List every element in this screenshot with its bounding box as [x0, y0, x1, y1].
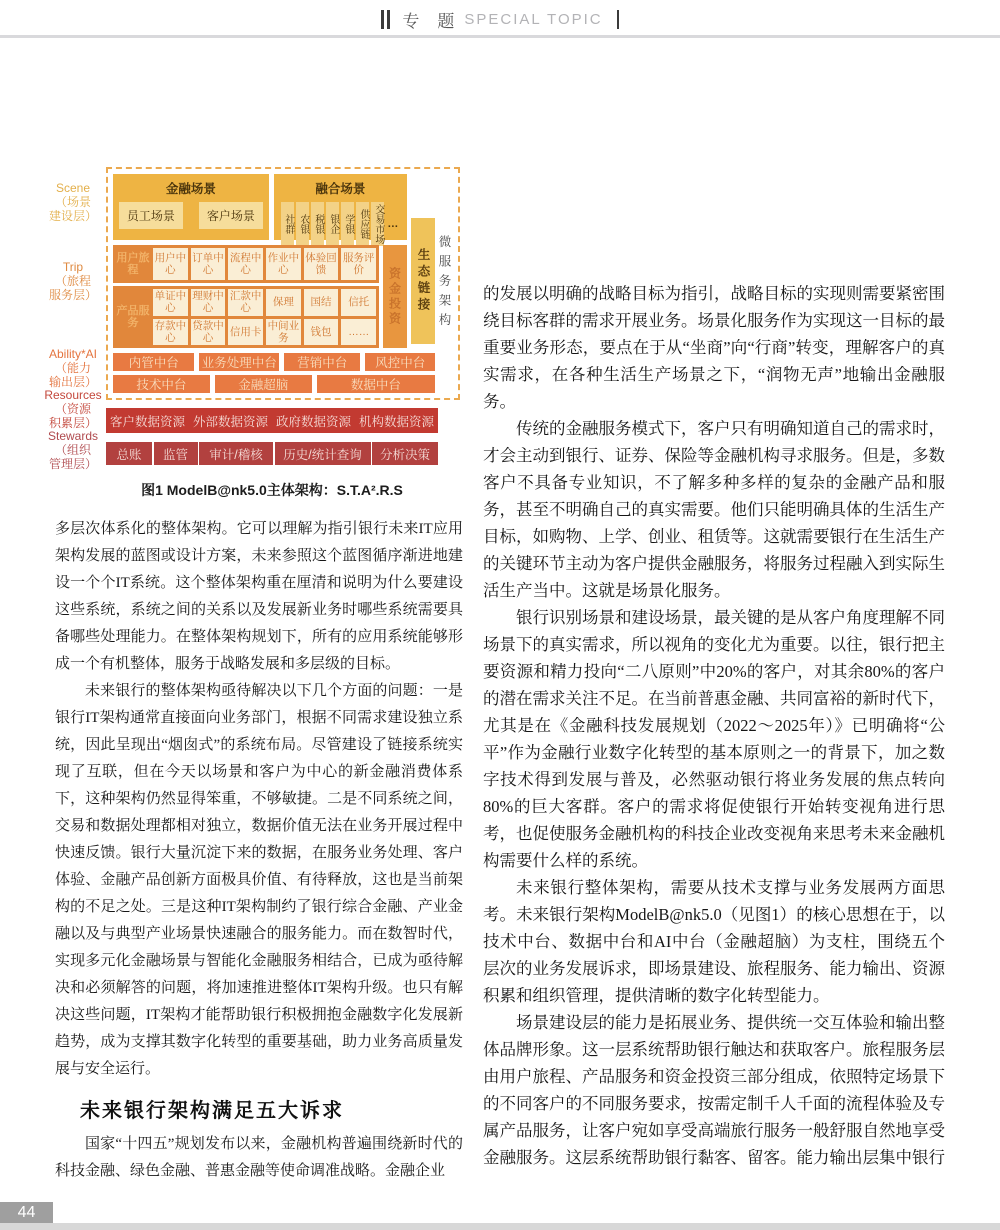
product-item: 国结 [304, 289, 339, 316]
ability-layer-label: Ability*AI （能力 输出层） [48, 347, 98, 389]
trip-layer-label: Trip （旅程 服务层） [48, 260, 97, 302]
single-bar-icon [617, 10, 619, 29]
product-service-label: 产品服务 [116, 305, 150, 329]
journey-item: 服务评价 [341, 248, 376, 280]
fusion-item: 学银 [341, 202, 354, 246]
journey-item: 流程中心 [228, 248, 263, 280]
user-journey-label: 用户旅程 [116, 252, 150, 276]
figure-layer-labels [40, 167, 106, 500]
paragraph: 未来银行整体架构，需要从技术支撑与业务发展两方面思考。未来银行架构ModelB@nk5.0（见图1）的核心思想在于，以技术中台、数据中台和AI中台（金融超脑）为支柱，围绕五个层次的业务发展诉求，即场景建设、旅程服务、能力输出、资源积累和组织管理，提供清晰的数字化转型能力。 [483, 878, 945, 1005]
scene-layer-label: Scene （场景 建设层） [48, 181, 97, 223]
steward-item: 审计/稽核 [199, 442, 273, 465]
fusion-item: 农银 [296, 202, 309, 246]
ability-layer [113, 353, 435, 393]
scene-layer [113, 174, 407, 244]
right-text-column [483, 280, 945, 1171]
journey-item: 订单中心 [191, 248, 226, 280]
scene-item: 客户场景 [199, 202, 263, 229]
user-journey-row [113, 245, 379, 283]
financial-scene-box [113, 174, 269, 240]
resource-item: 客户数据资源 [109, 414, 185, 429]
product-item: 理财中心 [192, 290, 224, 315]
steward-item: 历史/统计查询 [275, 442, 371, 465]
architecture-figure [40, 167, 460, 500]
journey-item: 体验回馈 [304, 248, 339, 280]
page-header [0, 6, 1000, 32]
fusion-item: 交易市场 [372, 204, 384, 244]
product-item: 单证中心 [154, 290, 187, 315]
steward-item: 总账 [106, 442, 152, 465]
paragraph: 国家“十四五”规划发布以来，金融机构普遍围绕新时代的科技金融、绿色金融、普惠金融等使命调准战略。金融企业 [55, 1136, 463, 1179]
paragraph: 银行识别场景和建设场景，最关键的是从客户角度理解不同场景下的真实需求，所以视角的变化尤为重要。以往，银行把主要资源和精力投向“二八原则”中20%的客户，对其余80%的客户的潜在需求关注不足。在当前普惠金融、共同富裕的新时代下，尤其是在《金融科技发展规划（2022～2025年）》已明确将“公平”作为金融行业数字化转型的基本原则之一的背景下，加之数字技术得到发展与普及，必然驱动银行将业务发展的焦点转向80%的巨大客群。客户的需求将促使银行开始转变视角进行思考，也促使服务金融机构的科技企业改变视角来思考未来金融机构需要什么样的系统。 [483, 608, 945, 870]
ability-item: 业务处理中台 [199, 353, 278, 371]
journey-item: 用户中心 [153, 248, 188, 280]
double-bar-icon [381, 10, 390, 29]
resources-layer-label: Resources （资源 积累层） [44, 388, 102, 430]
eco-link-box: 生态链接 [411, 218, 435, 344]
fusion-item: 供应链 [356, 202, 369, 246]
paragraph: 未来银行的整体架构亟待解决以下几个方面的问题：一是银行IT架构通常直接面向业务部门，根据不同需求建设独立系统，因此呈现出“烟囱式”的系统布局。尽管建设了链接系统实现了互联，但在今天以场景和客户为中心的新金融消费体系下，这种架构仍然显得笨重，不够敏捷。二是不同系统之间，交易和数据处理都相对独立，数据价值无法在业务开展过程中快速反馈。银行大量沉淀下来的数据，在服务业务处理、客户体验、金融产品创新方面极具价值、有待释放，这也是当前架构的不足之处。三是这种IT架构制约了银行综合金融、产业金融以及与典型产业场景快速融合的服务能力。而在数智时代，实现多元化金融场景与智能化金融服务相结合，已成为亟待解决和必须解答的问题，将加速推进整体IT架构升级。也只有解决这些问题，IT架构才能帮助银行积极拥抱金融数字化发展新趋势，成为支撑其数字化转型的重要基础，助力业务高质量发展与安全运行。 [55, 683, 463, 1077]
dashed-architecture-box [106, 167, 460, 400]
product-item: 信用卡 [228, 319, 263, 346]
ability-item: 金融超脑 [215, 375, 312, 393]
product-item: 存款中心 [154, 319, 187, 344]
product-item: 中间业务 [267, 319, 300, 344]
ability-item: 风控中台 [365, 353, 435, 371]
resource-item: 政府数据资源 [275, 414, 351, 429]
paragraph: 传统的金融服务模式下，客户只有明确知道自己的需求时，才会主动到银行、证券、保险等金融机构寻求服务。但是，多数客户不具备专业知识，不了解多种多样的复杂的金融产品和服务，甚至不明确自己的真实需要。他们只能明确具体的生活生产目标，如购物、上学、创业、租赁等。这就需要银行在生活生产的关键环节主动为客户提供金融服务，将服务过程融入到实际生活生产当中。这就是场景化服务。 [483, 419, 945, 600]
fusion-item: 银企 [326, 202, 339, 246]
fusion-scene-box [274, 174, 407, 244]
fusion-scene-title: 融合场景 [315, 182, 366, 196]
ellipsis: … [387, 218, 399, 230]
fusion-item: 社群 [281, 202, 294, 246]
paragraph: 的发展以明确的战略目标为指引，战略目标的实现则需要紧密围绕目标客群的需求开展业务。场景化服务作为实现这一目标的最重要业务形态，要点在于从“坐商”向“行商”转变，理解客户的真实需求，在各种生活生产场景之下，“润物无声”地输出金融服务。 [483, 284, 945, 411]
financial-scene-title: 金融场景 [165, 182, 216, 196]
header-divider [0, 35, 1000, 38]
section-title-cn: 专题 [402, 11, 473, 31]
steward-item: 监管 [154, 442, 198, 465]
ability-item: 内管中台 [113, 353, 194, 371]
section-title-en: SPECIAL TOPIC [464, 10, 603, 28]
figure-caption: 图1 ModelB@nk5.0主体架构：S.T.A².R.S [141, 482, 403, 498]
product-item: 汇款中心 [229, 290, 262, 315]
ability-item: 数据中台 [317, 375, 435, 393]
page-number: 44 [0, 1202, 53, 1223]
product-item: 信托 [341, 289, 376, 316]
trip-layer [113, 245, 407, 348]
resource-item: 外部数据资源 [192, 414, 268, 429]
stewards-layer-label: Stewards （组织 管理层） [47, 429, 99, 471]
section-heading: 未来银行架构满足五大诉求 [80, 1100, 344, 1122]
product-item: 贷款中心 [192, 319, 224, 344]
steward-item: 分析决策 [372, 442, 438, 465]
ability-item: 营销中台 [284, 353, 361, 371]
paragraph: 多层次体系化的整体架构。它可以理解为指引银行未来IT应用架构发展的蓝图或设计方案，未来参照这个蓝图循序渐进地建设一个个IT系统。这个整体架构重在厘清和说明为什么要建设这些系统，系统之间的关系以及发展新业务时哪些系统需要具备哪些处理能力。在整体架构规划下，所有的应用系统能够形成一个有机整体，服务于战略发展和多层级的目标。 [55, 521, 463, 672]
scene-item: 员工场景 [119, 202, 183, 229]
paragraph: 场景建设层的能力是拓展业务、提供统一交互体验和输出整体品牌形象。这一层系统帮助银行触达和获取客户。旅程服务层由用户旅程、产品服务和资金投资三部分组成，依照特定场景下的不同客户的不同服务要求，按需定制千人千面的流程体验及专属产品服务，让客户宛如享受高端旅行服务一般舒服自然地享受金融服务。这层系统帮助银行黏客、留客。能力输出层集中银行 [483, 1013, 945, 1167]
microservice-architecture-label: 微服务架构 [437, 234, 451, 333]
product-item: 保理 [266, 289, 301, 316]
journey-item: 作业中心 [266, 248, 301, 280]
fusion-item: 税银 [311, 202, 324, 246]
resources-layer-bar [106, 408, 438, 433]
stewards-layer-row [106, 442, 438, 465]
capital-investment-box: 资金投资 [383, 245, 407, 348]
product-service-rows [113, 286, 379, 348]
product-item: 钱包 [304, 319, 339, 346]
left-text-column [55, 516, 463, 1185]
ability-item: 技术中台 [113, 375, 210, 393]
product-item: …… [341, 319, 376, 346]
footer-bar [0, 1223, 1000, 1230]
resource-item: 机构数据资源 [358, 414, 434, 429]
